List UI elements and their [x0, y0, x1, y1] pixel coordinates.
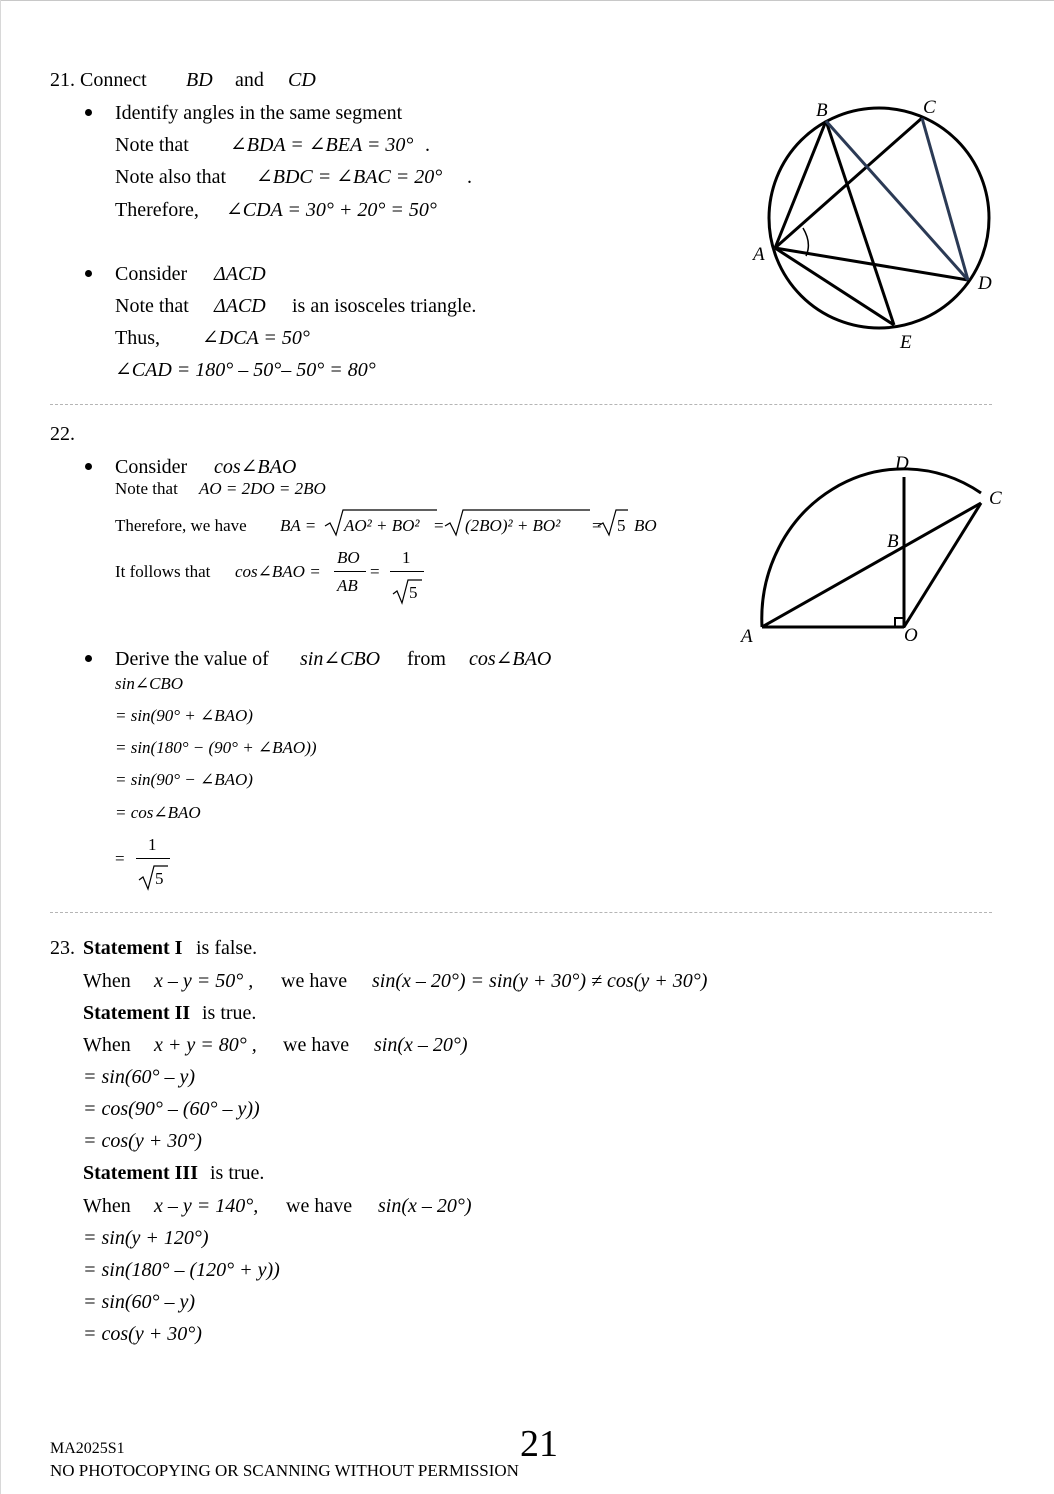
- q22-radicand-2: (2BO)² + BO²: [465, 516, 561, 535]
- bullet-icon: [85, 655, 92, 662]
- q22-step-2: = sin(180° − (90° + ∠BAO)): [115, 738, 317, 757]
- arc: [762, 469, 981, 627]
- page-left-border: [0, 0, 1, 1494]
- q23-statement-1: Statement I: [83, 937, 183, 959]
- page-top-border: [0, 0, 1054, 1]
- q21-note1-math: ∠BDA = ∠BEA = 30°: [230, 134, 414, 156]
- q22-one: 1: [402, 548, 411, 567]
- bullet-icon: [85, 270, 92, 277]
- q21-thus-label: Thus,: [115, 327, 160, 349]
- q22-derive-label: Derive the value of: [115, 648, 269, 670]
- q23-statement-2-verdict: is true.: [202, 1002, 257, 1024]
- q22-five: 5: [409, 583, 418, 602]
- q23-we-have-2: we have: [283, 1034, 350, 1056]
- q23-condition-2: x + y = 80° ,: [154, 1034, 257, 1056]
- q23-result-3: sin(x – 20°): [378, 1195, 472, 1217]
- section-divider: [50, 912, 992, 913]
- footer-code: MA2025S1: [50, 1440, 125, 1457]
- q22-quarter-circle-diagram: [735, 450, 1015, 650]
- q21-circle-diagram: [740, 90, 1010, 360]
- q22-equals: =: [434, 516, 444, 535]
- q22-equals: =: [370, 562, 380, 581]
- q21-cad-result: ∠CAD = 180° – 50°– 50° = 80°: [115, 359, 376, 381]
- q22-step-5-eq: =: [115, 849, 125, 868]
- q23-statement-1-verdict: is false.: [196, 937, 258, 959]
- fraction-bar: [136, 858, 170, 859]
- bullet-icon: [85, 109, 92, 116]
- q22-derive-math1: sin∠CBO: [300, 648, 381, 670]
- sqrt-icon: [138, 864, 170, 892]
- label-d: D: [978, 273, 992, 294]
- q21-note3-label: Note that: [115, 295, 189, 317]
- q23-step-3a: = sin(y + 120°): [83, 1227, 209, 1249]
- fraction-bar: [390, 571, 424, 572]
- q21-and: and: [235, 69, 264, 91]
- q21-consider-label: Consider: [115, 263, 188, 285]
- q23-result-1: sin(x – 20°) = sin(y + 30°) ≠ cos(y + 30°): [372, 970, 708, 992]
- q23-step-2b: = cos(90° – (60° – y)): [83, 1098, 260, 1120]
- q22-frac-num: BO: [337, 548, 360, 567]
- q22-frac-den: AB: [337, 576, 358, 595]
- q21-heading: 21. Connect: [50, 69, 147, 91]
- label-a: A: [741, 626, 753, 647]
- q21-consider-math: ΔACD: [214, 263, 266, 285]
- label-o: O: [904, 625, 918, 646]
- q21-note1-label: Note that: [115, 134, 189, 156]
- q22-follows-label: It follows that: [115, 562, 211, 581]
- q23-statement-3-verdict: is true.: [210, 1162, 265, 1184]
- footer-notice: NO PHOTOCOPYING OR SCANNING WITHOUT PERMISSION: [50, 1461, 519, 1480]
- q21-dot: .: [425, 134, 430, 156]
- q22-bo: BO: [634, 516, 657, 535]
- q22-radicand-3: 5: [617, 516, 626, 535]
- q23-condition-3: x – y = 140°,: [154, 1195, 259, 1217]
- q23-step-3c: = sin(60° – y): [83, 1291, 196, 1313]
- q22-step-3: = sin(90° − ∠BAO): [115, 770, 253, 789]
- q21-thus-math: ∠DCA = 50°: [202, 327, 310, 349]
- fraction-bar: [334, 571, 366, 572]
- label-c: C: [989, 488, 1002, 509]
- label-a: A: [753, 244, 765, 265]
- q23-when-3: When: [83, 1195, 131, 1217]
- q21-note2-math: ∠BDC = ∠BAC = 20°: [256, 166, 443, 188]
- q22-step-1: = sin(90° + ∠BAO): [115, 706, 253, 725]
- q23-step-3b: = sin(180° – (120° + y)): [83, 1259, 280, 1281]
- chord-ac: [775, 118, 922, 248]
- q21-dot: .: [467, 166, 472, 188]
- q23-statement-2: Statement II: [83, 1002, 191, 1024]
- q22-cos-bao-eq: cos∠BAO =: [235, 562, 321, 581]
- q22-from: from: [407, 648, 446, 670]
- q22-note-math: AO = 2DO = 2BO: [199, 479, 326, 498]
- label-c: C: [923, 97, 936, 118]
- page-number: 21: [520, 1423, 558, 1465]
- q23-step-2a: = sin(60° – y): [83, 1066, 196, 1088]
- q22-radicand-1: AO² + BO²: [344, 516, 420, 535]
- q21-bullet1-title: Identify angles in the same segment: [115, 102, 403, 124]
- q22-derive-math2: cos∠BAO: [469, 648, 552, 670]
- q22-consider-label: Consider: [115, 456, 188, 478]
- q22-ba-eq: BA =: [280, 516, 317, 535]
- q22-note-label: Note that: [115, 479, 178, 498]
- q22-therefore-label: Therefore, we have: [115, 516, 247, 535]
- q22-step-5-num: 1: [148, 835, 157, 854]
- q23-when-1: When: [83, 970, 131, 992]
- q22-step-4: = cos∠BAO: [115, 803, 201, 822]
- label-e: E: [900, 332, 912, 353]
- label-b: B: [816, 100, 828, 121]
- q23-step-3d: = cos(y + 30°): [83, 1323, 202, 1345]
- sqrt-icon: [392, 578, 424, 606]
- q23-number: 23.: [50, 937, 75, 959]
- q21-therefore-math: ∠CDA = 30° + 20° = 50°: [226, 199, 437, 221]
- q22-equals: =: [592, 516, 602, 535]
- label-b: B: [887, 531, 899, 552]
- q23-when-2: When: [83, 1034, 131, 1056]
- q23-statement-3: Statement III: [83, 1162, 198, 1184]
- q21-bd: BD: [186, 69, 213, 91]
- q23-result-2: sin(x – 20°): [374, 1034, 468, 1056]
- section-divider: [50, 404, 992, 405]
- q22-step-0: sin∠CBO: [115, 674, 184, 693]
- q21-note3-math: ΔACD: [214, 295, 266, 317]
- q22-step-5-den: 5: [155, 869, 164, 888]
- label-d: D: [895, 453, 909, 474]
- q23-condition-1: x – y = 50° ,: [154, 970, 254, 992]
- circle: [769, 108, 989, 328]
- q23-step-2c: = cos(y + 30°): [83, 1130, 202, 1152]
- q21-cd: CD: [288, 69, 316, 91]
- q23-we-have-1: we have: [281, 970, 348, 992]
- q23-we-have-3: we have: [286, 1195, 353, 1217]
- q21-therefore-label: Therefore,: [115, 199, 199, 221]
- bullet-icon: [85, 463, 92, 470]
- q21-note2-label: Note also that: [115, 166, 227, 188]
- q22-number: 22.: [50, 423, 75, 445]
- q22-consider-math: cos∠BAO: [214, 456, 297, 478]
- segment-oc: [904, 503, 981, 627]
- q21-note3-text: is an isosceles triangle.: [292, 295, 477, 317]
